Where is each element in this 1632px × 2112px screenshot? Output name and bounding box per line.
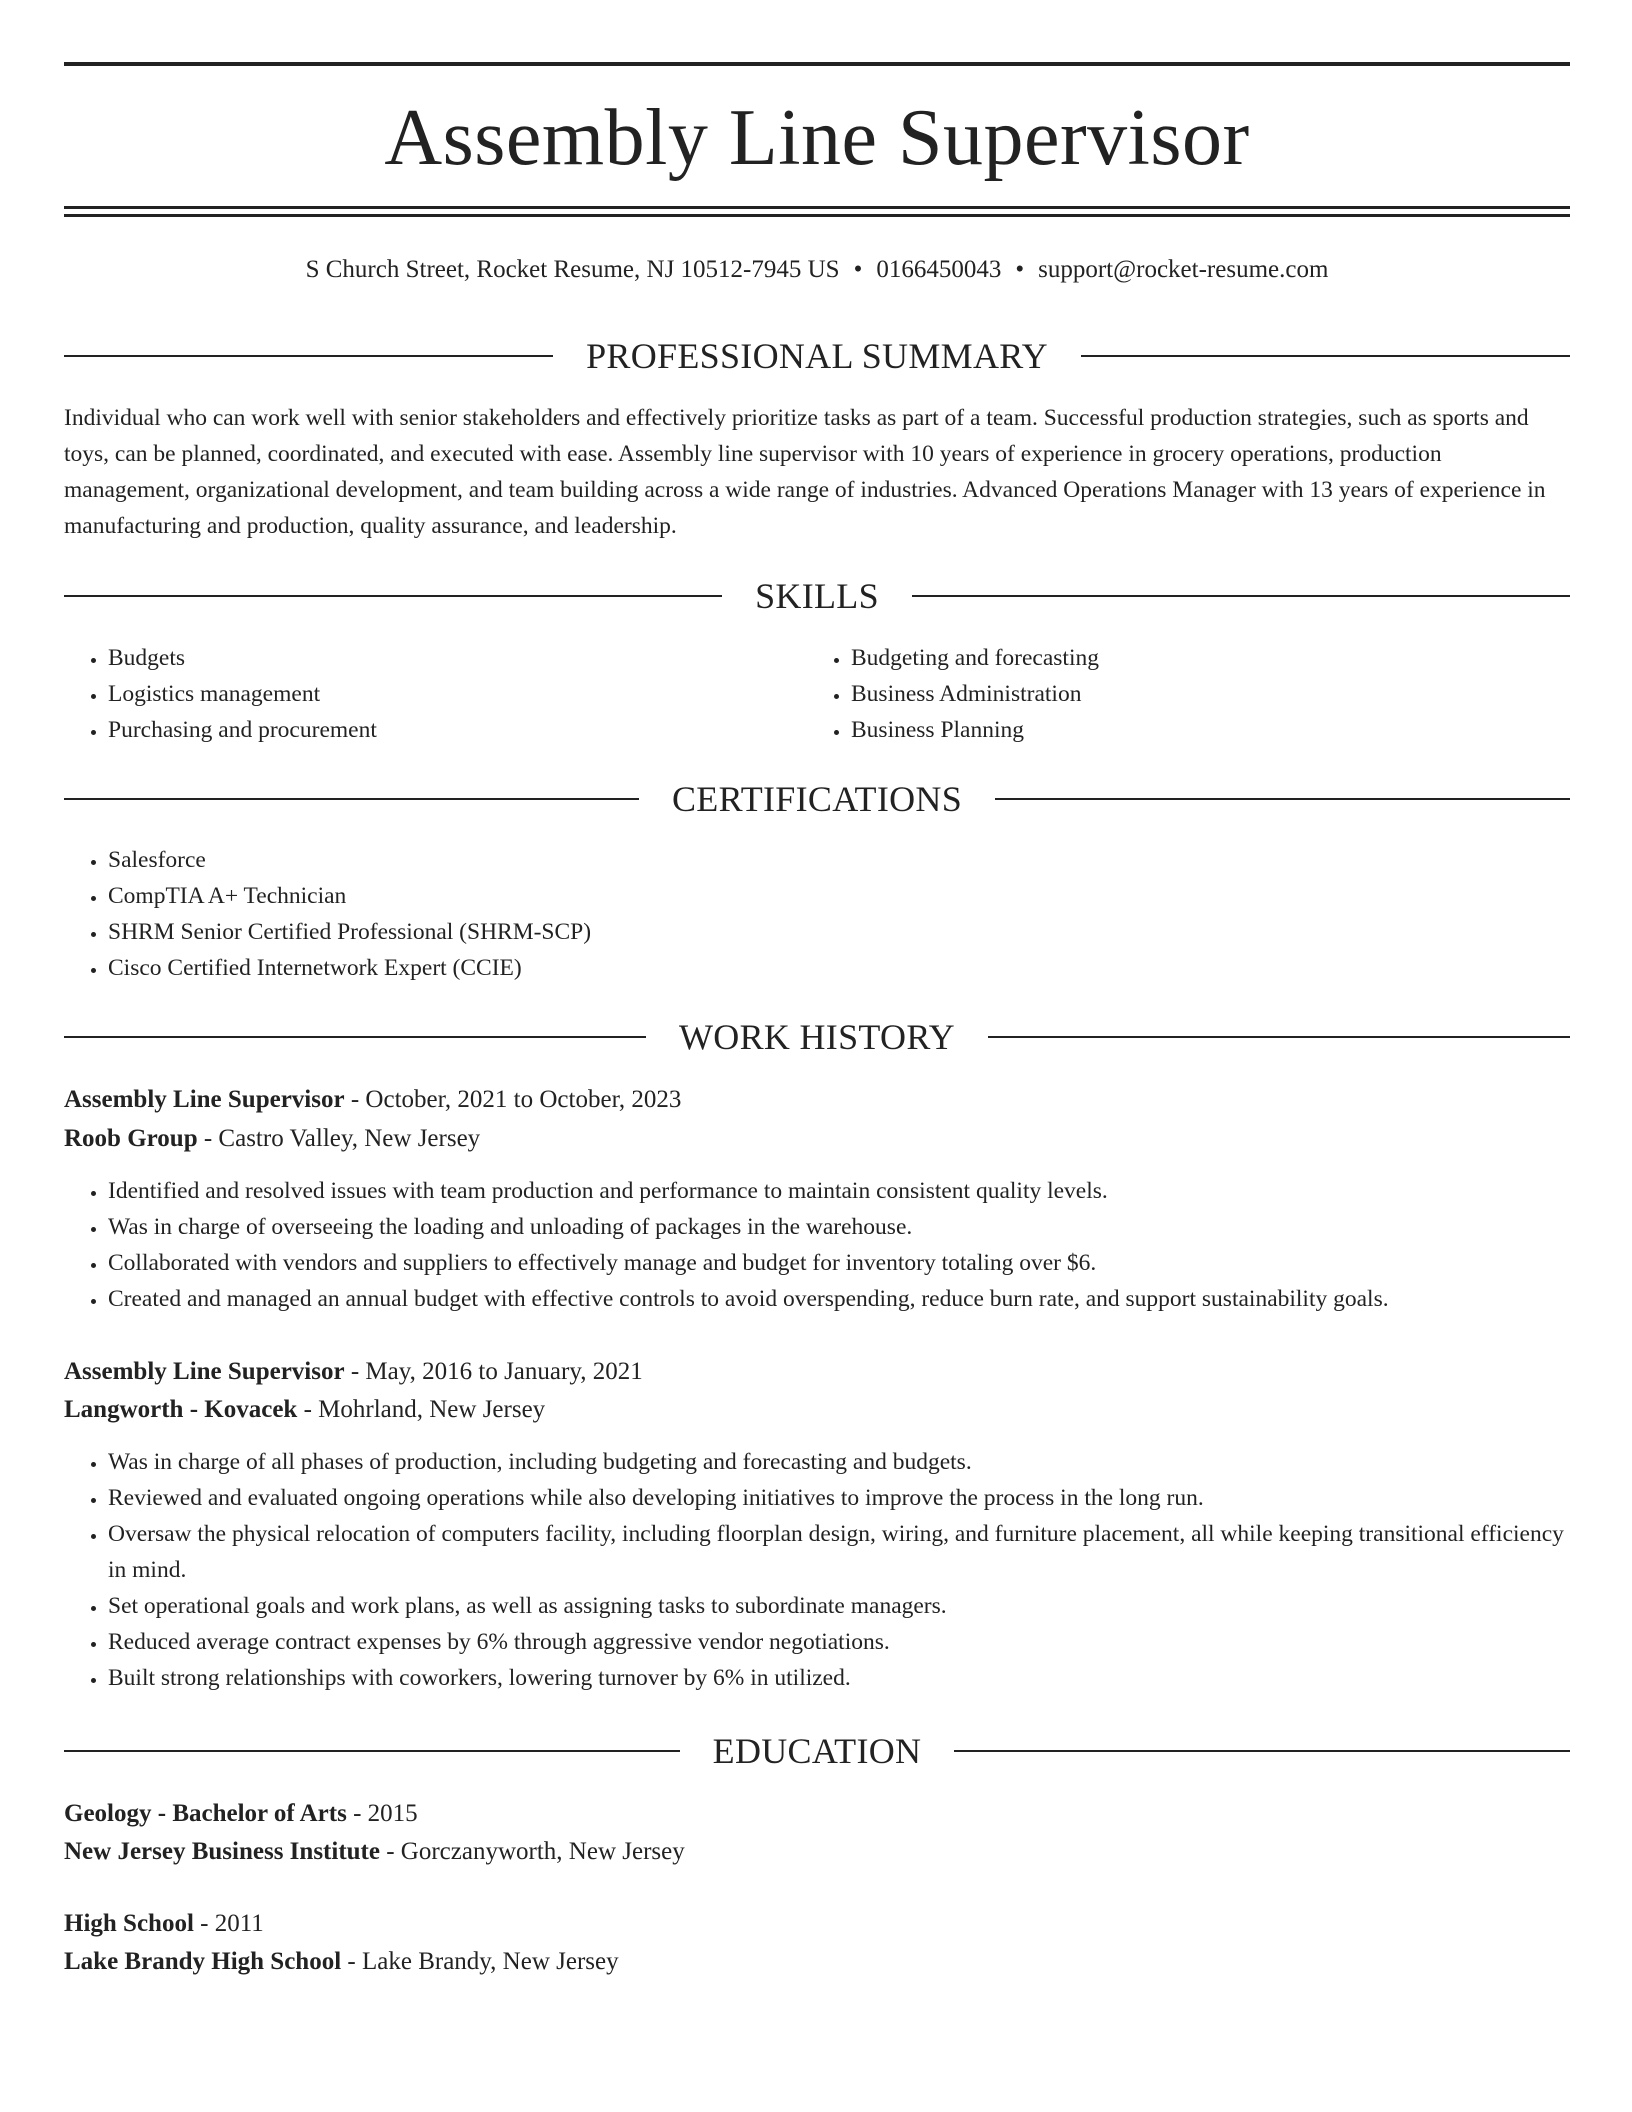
duty-item: • Identified and resolved issues with team production and performance to maintain consistent quality levels. — [108, 1173, 1570, 1209]
skill-item: • Logistics management — [108, 676, 808, 712]
certification-item: • Salesforce — [108, 842, 1508, 878]
contact-separator: • — [853, 256, 863, 283]
skill-item: • Purchasing and procurement — [108, 712, 808, 748]
school-line — [64, 1944, 1570, 1980]
school-line — [64, 1834, 1570, 1870]
graduation-year: - 2011 — [193, 1910, 264, 1937]
heading-rule — [64, 595, 722, 597]
job-duties-list — [64, 1173, 1570, 1317]
contact-phone: 0166450043 — [876, 256, 1002, 283]
duty-item: • Set operational goals and work plans, as well as assigning tasks to subordinate managers. — [108, 1588, 1570, 1624]
section-title: CERTIFICATIONS — [671, 779, 963, 819]
section-heading-skills — [64, 574, 1570, 618]
resume-name: Assembly Line Supervisor — [384, 94, 1250, 182]
heading-rule — [954, 1750, 1570, 1752]
graduation-year: - 2015 — [346, 1800, 418, 1827]
job-duties-list — [64, 1444, 1570, 1696]
section-title: PROFESSIONAL SUMMARY — [586, 336, 1048, 376]
heading-rule — [64, 355, 553, 357]
job-title-line — [64, 1082, 1570, 1118]
school-name: New Jersey Business Institute — [64, 1838, 380, 1865]
duty-item: • Was in charge of all phases of production, including budgeting and forecasting and budgets. — [108, 1444, 1570, 1480]
job-location: - Mohrland, New Jersey — [297, 1396, 546, 1423]
heading-rule — [912, 595, 1570, 597]
job-dates: - May, 2016 to January, 2021 — [344, 1358, 643, 1385]
certification-item: • CompTIA A+ Technician — [108, 878, 1508, 914]
heading-rule — [64, 1750, 680, 1752]
job-company-line — [64, 1121, 1570, 1157]
skills-list-right — [807, 640, 1551, 748]
job-location: - Castro Valley, New Jersey — [197, 1125, 481, 1152]
contact-address: S Church Street, Rocket Resume, NJ 10512-7945 US — [305, 256, 840, 283]
contact-line — [64, 252, 1570, 288]
school-name: Lake Brandy High School — [64, 1948, 342, 1975]
heading-rule — [988, 1036, 1570, 1038]
contact-email: support@rocket-resume.com — [1038, 256, 1329, 283]
section-title: WORK HISTORY — [679, 1017, 955, 1057]
job-title: Assembly Line Supervisor — [64, 1086, 345, 1113]
top-rule — [64, 62, 1570, 66]
job-dates: - October, 2021 to October, 2023 — [344, 1086, 682, 1113]
degree: Geology - Bachelor of Arts — [64, 1800, 347, 1827]
heading-rule — [64, 798, 639, 800]
duty-item: • Collaborated with vendors and suppliers to effectively manage and budget for inventory totaling over $6. — [108, 1245, 1570, 1281]
certifications-list — [64, 842, 1508, 986]
school-location: - Lake Brandy, New Jersey — [341, 1948, 619, 1975]
section-heading-certifications — [64, 777, 1570, 821]
section-title: EDUCATION — [712, 1731, 922, 1771]
duty-item: • Reduced average contract expenses by 6% through aggressive vendor negotiations. — [108, 1624, 1570, 1660]
section-title: SKILLS — [755, 576, 879, 616]
school-location: - Gorczanyworth, New Jersey — [379, 1838, 685, 1865]
section-heading-education — [64, 1729, 1570, 1773]
heading-rule — [1081, 355, 1570, 357]
duty-item: • Built strong relationships with coworkers, lowering turnover by 6% in utilized. — [108, 1660, 1570, 1696]
job-company: Roob Group — [64, 1125, 198, 1152]
section-heading-work-history — [64, 1015, 1570, 1059]
skill-item: • Business Administration — [851, 676, 1551, 712]
heading-rule — [64, 1036, 646, 1038]
job-company-line — [64, 1392, 1570, 1428]
job-title-line — [64, 1354, 1570, 1390]
degree-line — [64, 1906, 1570, 1942]
duty-item: • Was in charge of overseeing the loading and unloading of packages in the warehouse. — [108, 1209, 1570, 1245]
name-rule-lower — [64, 214, 1570, 217]
name-rule-upper — [64, 206, 1570, 209]
certification-item: • SHRM Senior Certified Professional (SHRM-SCP) — [108, 914, 1508, 950]
contact-separator: • — [1015, 256, 1025, 283]
skill-item: • Budgets — [108, 640, 808, 676]
certification-item: • Cisco Certified Internetwork Expert (CCIE) — [108, 950, 1508, 986]
job-company: Langworth - Kovacek — [64, 1396, 298, 1423]
skill-item: • Business Planning — [851, 712, 1551, 748]
skill-item: • Budgeting and forecasting — [851, 640, 1551, 676]
section-heading-summary — [64, 334, 1570, 378]
job-title: Assembly Line Supervisor — [64, 1358, 345, 1385]
skills-list-left — [64, 640, 808, 748]
duty-item: • Oversaw the physical relocation of computers facility, including floorplan design, wiring, and furniture placement, all while keeping transitional efficiency in mind. — [108, 1516, 1570, 1588]
summary-paragraph: Individual who can work well with senior stakeholders and effectively prioritize tasks as part of a team. Successful production strategies, such as sports and toys, can be planned, coordinated, and executed with ease. Assembly line supervisor with 10 years of experience in grocery operations, production management, organizational development, and team building across a wide range of industries. Advanced Operations Manager with 13 years of experience in manufacturing and production, quality assurance, and leadership. — [64, 405, 1546, 539]
heading-rule — [995, 798, 1570, 800]
duty-item: • Created and managed an annual budget with effective controls to avoid overspending, reduce burn rate, and support sustainability goals. — [108, 1281, 1570, 1317]
degree-line — [64, 1796, 1570, 1832]
duty-item: • Reviewed and evaluated ongoing operations while also developing initiatives to improve the process in the long run. — [108, 1480, 1570, 1516]
degree: High School — [64, 1910, 194, 1937]
